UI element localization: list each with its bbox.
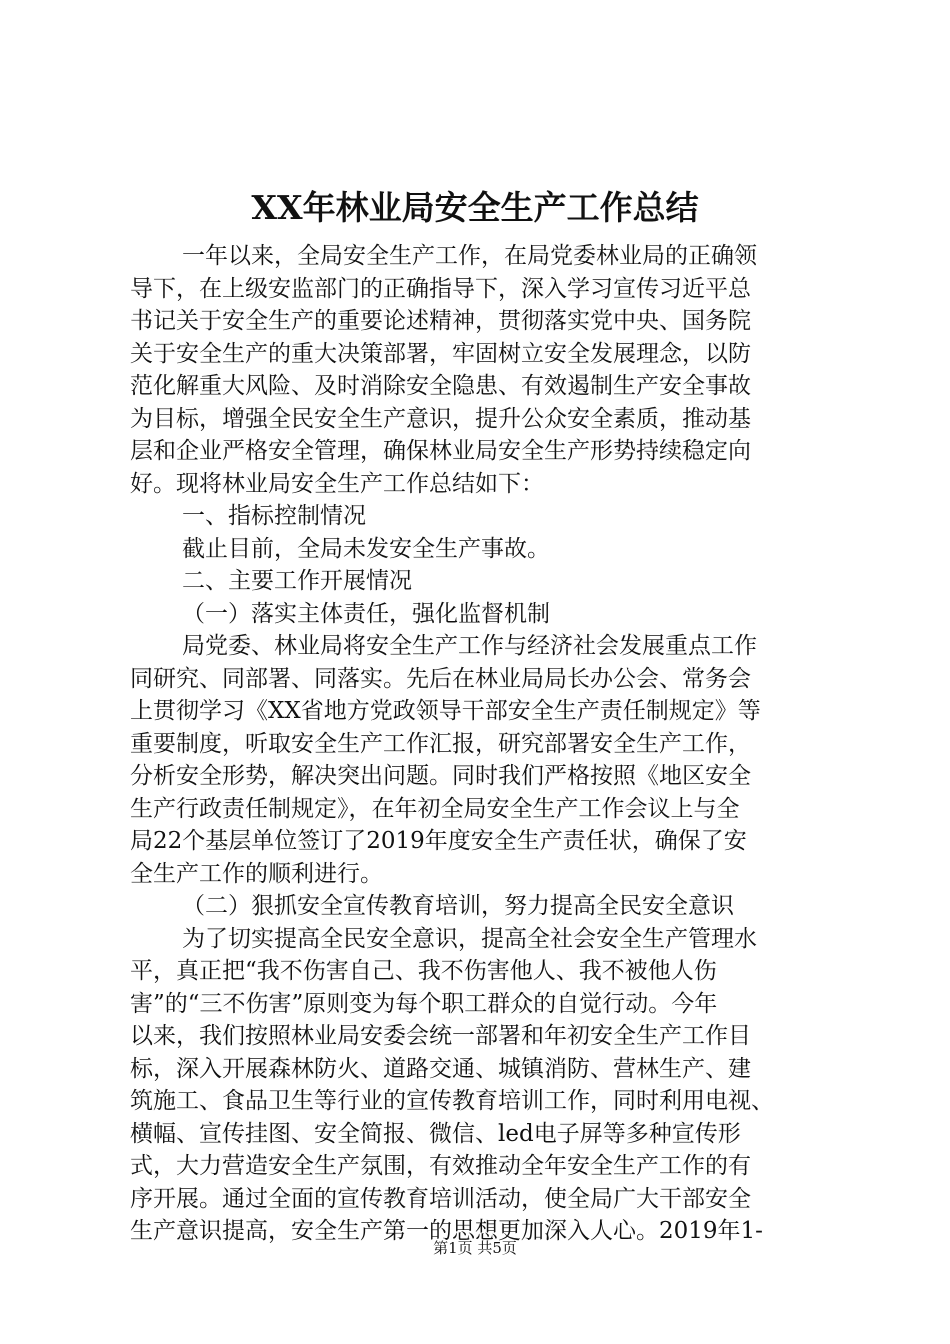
text-line: 重要制度，听取安全生产工作汇报，研究部署安全生产工作， bbox=[130, 730, 751, 757]
text-line: 害”的“三不伤害”原则变为每个职工群众的自觉行动。今年 bbox=[130, 990, 718, 1017]
text-line: 层和企业严格安全管理，确保林业局安全生产形势持续稳定向 bbox=[130, 438, 751, 464]
text-line: 筑施工、食品卫生等行业的宣传教育培训工作，同时利用电视、 bbox=[130, 1088, 774, 1114]
text-line: 横幅、宣传挂图、安全简报、微信、led电子屏等多种宣传形 bbox=[130, 1120, 741, 1147]
text-line: 上贯彻学习《XX省地方党政领导干部安全生产责任制规定》等 bbox=[130, 698, 761, 724]
text-line: 导下，在上级安监部门的正确指导下，深入学习宣传习近平总 bbox=[130, 275, 751, 302]
text-line: 以来，我们按照林业局安委会统一部署和年初安全生产工作目 bbox=[130, 1023, 751, 1049]
text-line: 局22个基层单位签订了2019年度安全生产责任状，确保了安 bbox=[130, 828, 747, 854]
text-line: 书记关于安全生产的重要论述精神，贯彻落实党中央、国务院 bbox=[130, 308, 751, 334]
text-line: （一）落实主体责任，强化监督机制 bbox=[182, 600, 550, 627]
text-line: 一年以来，全局安全生产工作，在局党委林业局的正确领 bbox=[182, 243, 757, 269]
text-line: 平，真正把“我不伤害自己、我不伤害他人、我不被他人伤 bbox=[130, 958, 717, 984]
text-line: 为目标，增强全民安全生产意识，提升公众安全素质，推动基 bbox=[130, 405, 751, 432]
text-line: 全生产工作的顺利进行。 bbox=[130, 860, 383, 887]
text-line: 生产意识提高，安全生产第一的思想更加深入人心。2019年1- bbox=[130, 1218, 763, 1244]
text-line: 截止目前，全局未发安全生产事故。 bbox=[182, 535, 550, 562]
text-line: 一、指标控制情况 bbox=[182, 503, 366, 529]
text-line: 分析安全形势，解决突出问题。同时我们严格按照《地区安全 bbox=[130, 763, 751, 789]
text-line: （二）狠抓安全宣传教育培训，努力提高全民安全意识 bbox=[182, 893, 734, 919]
document-body bbox=[130, 240, 830, 1248]
text-line: 关于安全生产的重大决策部署，牢固树立安全发展理念，以防 bbox=[130, 340, 751, 367]
text-line: 式，大力营造安全生产氛围，有效推动全年安全生产工作的有 bbox=[130, 1153, 751, 1179]
text-line: 同研究、同部署、同落实。先后在林业局局长办公会、常务会 bbox=[130, 665, 751, 692]
document-title: XX年林业局安全生产工作总结 bbox=[251, 188, 699, 227]
text-line: 为了切实提高全民安全意识，提高全社会安全生产管理水 bbox=[182, 925, 757, 952]
text-line: 局党委、林业局将安全生产工作与经济社会发展重点工作 bbox=[182, 633, 757, 659]
text-line: 好。现将林业局安全生产工作总结如下： bbox=[130, 470, 544, 497]
text-line: 生产行政责任制规定》，在年初全局安全生产工作会议上与全 bbox=[130, 795, 740, 822]
page-footer: 第1页 共5页 bbox=[433, 1239, 517, 1257]
text-line: 序开展。通过全面的宣传教育培训活动，使全局广大干部安全 bbox=[130, 1185, 751, 1212]
text-line: 二、主要工作开展情况 bbox=[182, 568, 412, 594]
text-line: 标，深入开展森林防火、道路交通、城镇消防、营林生产、建 bbox=[130, 1055, 751, 1082]
text-line: 范化解重大风险、及时消除安全隐患、有效遏制生产安全事故 bbox=[130, 373, 751, 399]
